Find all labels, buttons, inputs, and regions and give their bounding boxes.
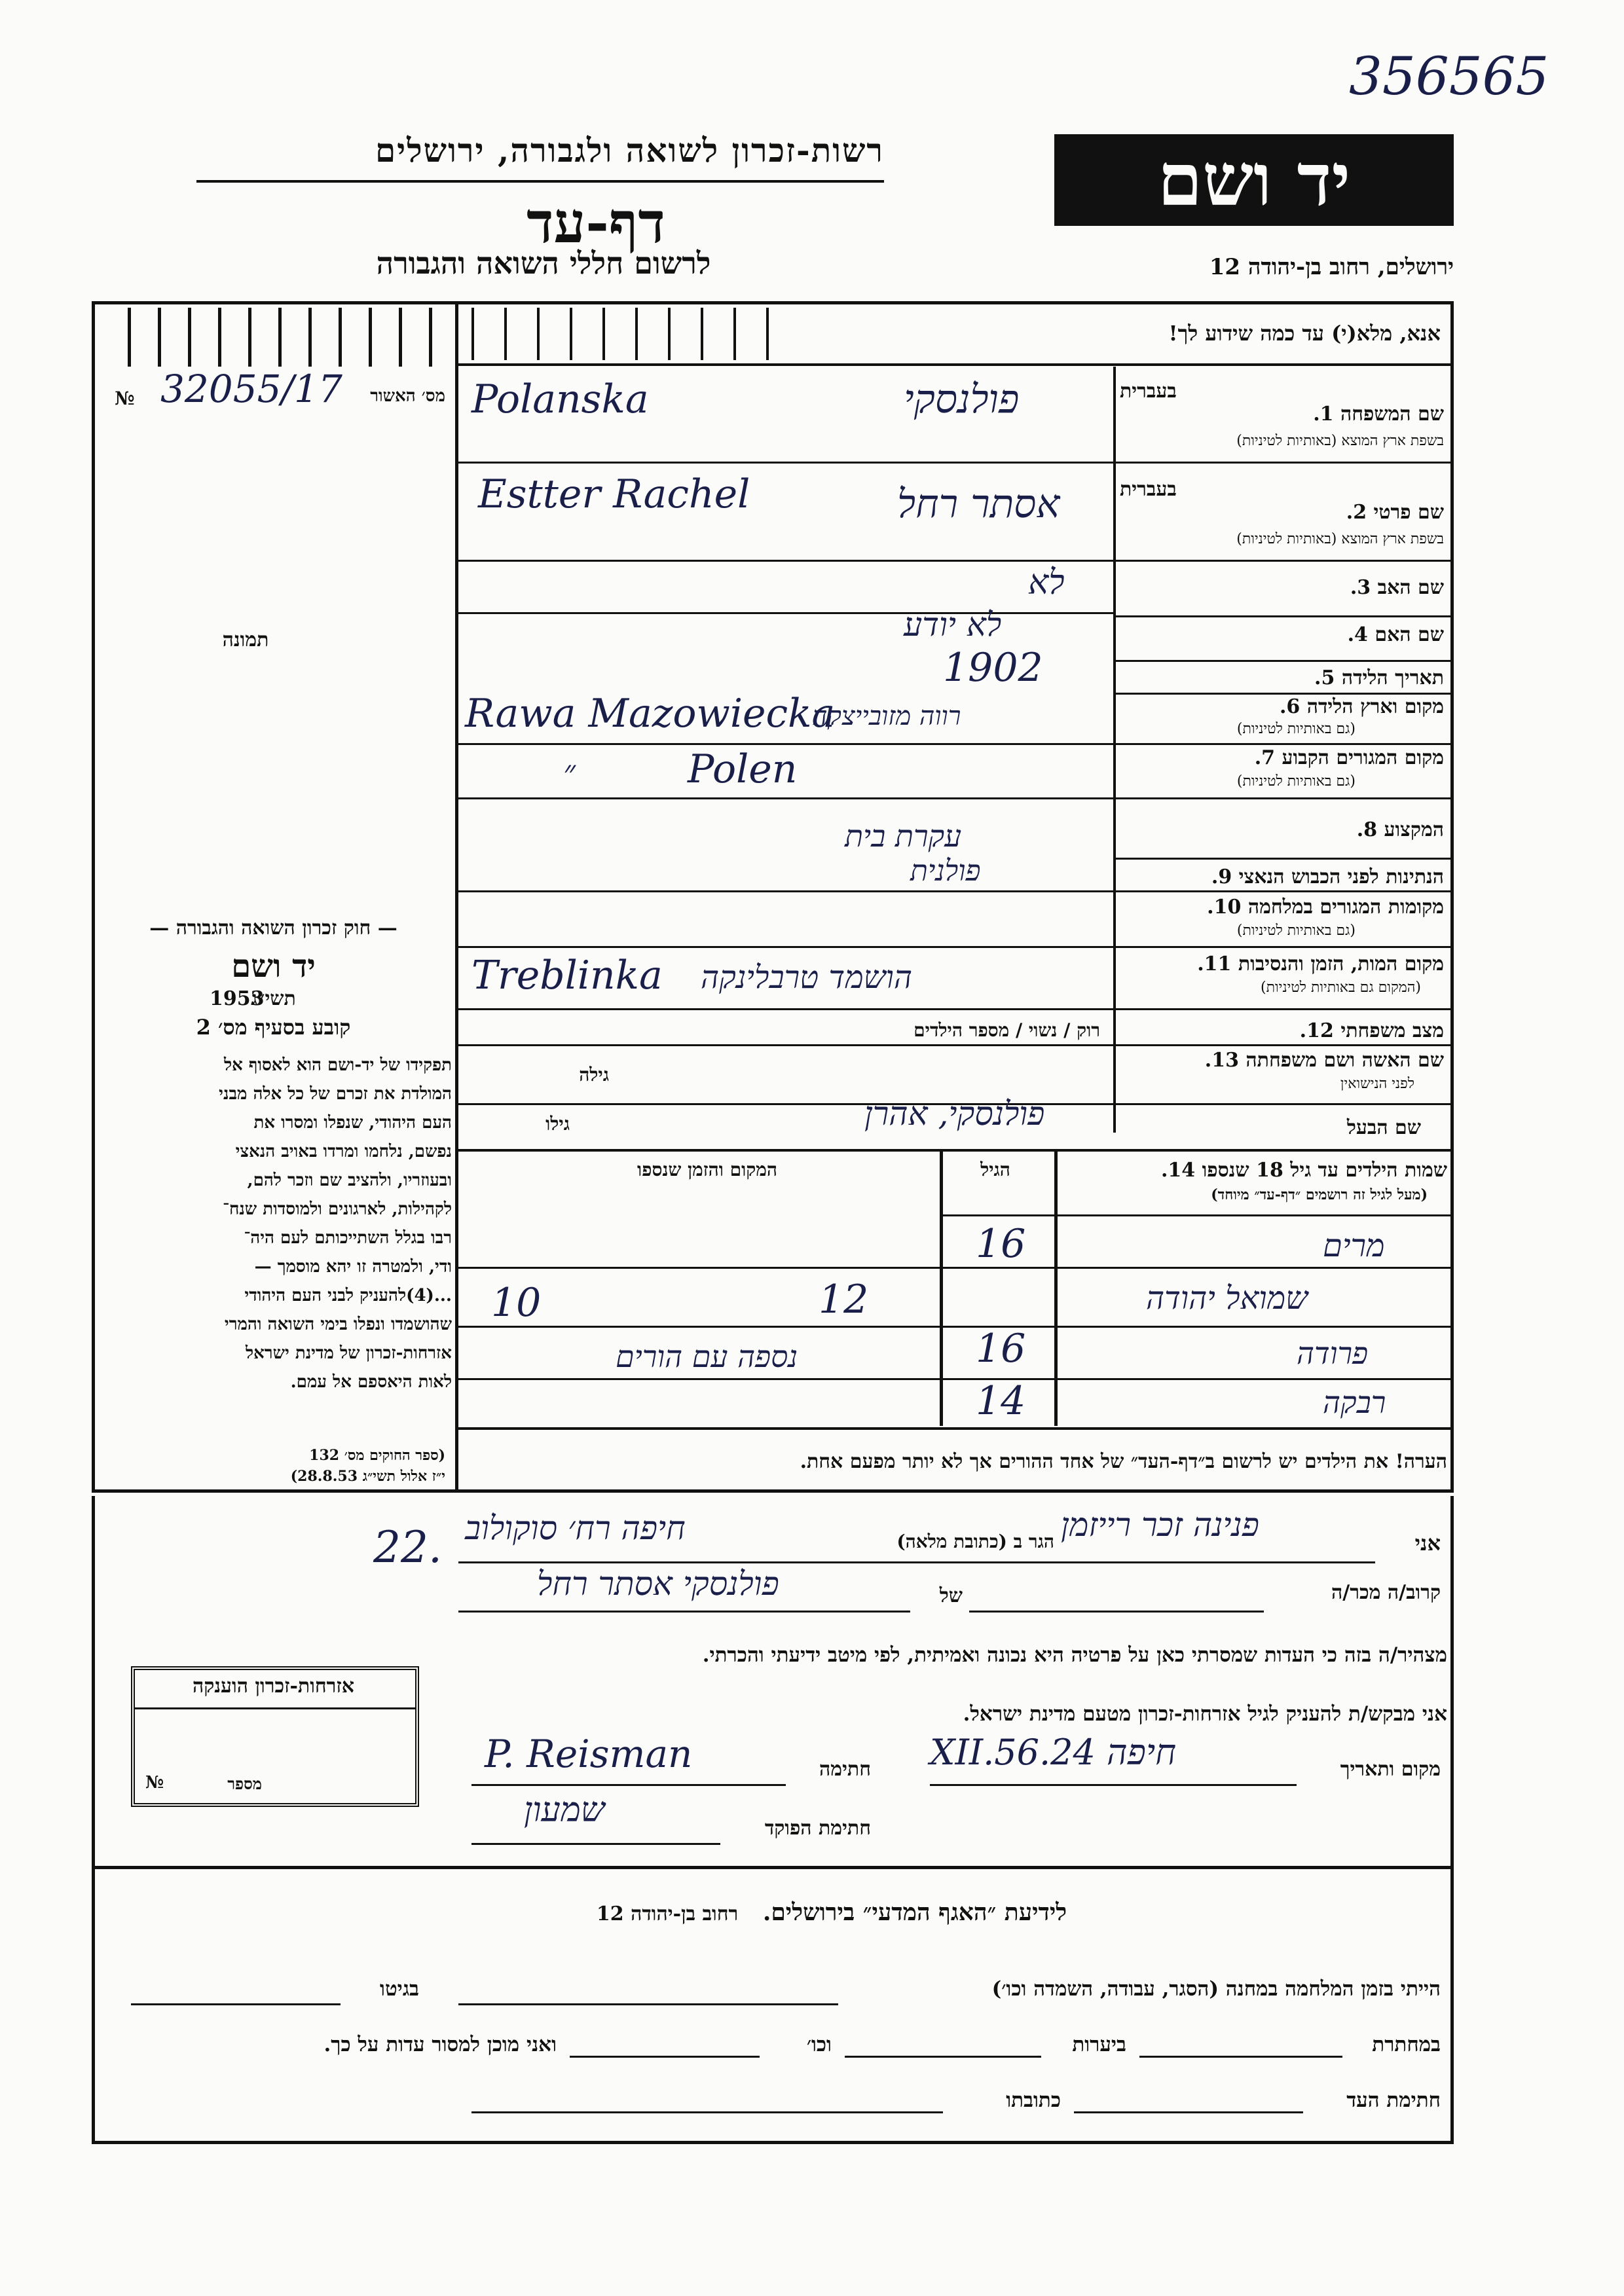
law-line: העם היהודי, שנפלו ומסרו את [253,1113,452,1133]
father-name: לא [1028,563,1065,602]
archive-number: 356565 [1349,46,1549,107]
field-4-label: שם האם 4. [1347,623,1444,646]
cert-label: מס׳ האשור [370,386,445,406]
law-line: נפשם, נלחמו ומרדו באויב הנאצי [235,1142,452,1161]
law-line: לקהילות, לארגונים ולמוסדות שנח־ [223,1199,452,1219]
signature-label: חתימה [819,1758,871,1781]
field-10-sub: (גם באותיות לטיניות) [1236,922,1356,939]
field-9-label: הנתינות לפני הכבוש הנאצי 9. [1211,866,1444,888]
form-subtitle: לרשום חללי השואה והגבורה [376,246,711,281]
officer-sig-label: חתימת הפוקד [764,1817,871,1840]
declarant-number: 22. [373,1522,442,1573]
note: הערה! את הילדים יש לרשום ב״דף-העד״ של אחד ההורים אך לא יותר מפעם אחת. [800,1450,1447,1473]
child-1-age: 16 [976,1221,1026,1267]
death-hebrew: הושמד טרבלינקה [701,959,913,996]
law-text [98,1051,452,1396]
address-label: כתובתו [1006,2088,1061,2112]
witness-sig-label: חתימת העד [1346,2088,1441,2112]
ticks-right [471,308,799,360]
forests-label: ביערות [1072,2033,1126,2056]
authority-heading: רשות-זכרון לשואה ולגבורה, ירושלים [375,131,884,170]
officer-sig-value: שמעון [524,1791,605,1830]
plea-text: אנא, מלא(י) עד כמה שידוע לך! [1168,321,1441,346]
footer-title: לידיעת ״האגף המדעי״ בירושלים. רחוב בן-יהודה 12 [596,1899,1067,1926]
row-line [458,1008,1454,1010]
field-7-sub: (גם באותיות לטיניות) [1236,773,1356,790]
field-3-label: שם האב 3. [1350,576,1444,599]
ghetto-label: בגיטו [380,1977,419,2001]
law-line: לאות היאספם אל עמם. [290,1372,452,1392]
residence-latin: Polen [688,746,798,792]
field-13-label: שם האשה ושם משפחתה 13. [1204,1049,1444,1072]
resides-label: הגר ב (כתובת מלאה) [896,1531,1054,1552]
nationality: פולנית [910,854,981,888]
birth-year: 1902 [943,645,1043,691]
children-header-line [940,1214,1454,1216]
children-row-line [458,1378,1454,1380]
law-line: אזרחות-זכרון של מדינת ישראל [245,1343,452,1363]
row-line [458,946,1454,948]
law-line: רבו בגלל השתייכותם לעם היה־ [244,1228,452,1248]
birthplace-hebrew: רווה מזובייצקה [812,701,961,731]
field-11-label: מקום המות, הזמן והנסיבות 11. [1197,953,1444,975]
field-1-sub: בשפת ארץ המוצא (באותיות לטיניות) [1236,433,1444,449]
address-line [471,2111,943,2113]
law-title: — חוק זכרון השואה והגבורה — [149,917,397,939]
signature-value: P. Reisman [485,1732,693,1776]
row-line [458,743,1454,745]
row-line [458,560,1454,562]
law-line: ובעוזריו, ולהציב שם וזכר להם, [247,1171,452,1190]
law-line: המולדת את זכרם של כל אלה מבני [219,1084,452,1104]
husband-label: שם הבעל [1346,1116,1421,1139]
husband-name: פולנסקי, אהרן [864,1095,1045,1133]
children-col-2 [940,1151,943,1426]
photo-label: תמונה [222,629,269,651]
law-logo: יד ושם [231,948,316,985]
surname-latin: Polanska [471,376,649,422]
child-3-name: פרודה [1297,1336,1369,1371]
husband-age-label: גילו [545,1113,570,1135]
field-2-lang: בעברית [1120,478,1177,501]
field-7-label: מקום המגורים הקבוע 7. [1254,746,1444,769]
law-ref-1: (ספר החוקים מס׳ 132 [309,1447,445,1464]
plea-underline [458,363,1454,366]
authority-underline [196,180,884,183]
child-2-name: שמואל יהודה [1146,1280,1308,1317]
camp-line-label: הייתי בזמן המלחמה במחנה (הסגר, עבודה, השמדה וכו׳) [991,1977,1441,2001]
children-row-line [458,1267,1454,1269]
child-3-age: 16 [976,1326,1026,1372]
cert-prefix: № [115,388,135,409]
law-line: ...(4)להעניק לבני העם היהודי [244,1286,452,1305]
law-year: 1953 [210,987,265,1010]
col-age: הגיל [980,1159,1010,1180]
birthplace-latin: Rawa Mazowiecka [465,691,836,737]
child-4-age: 14 [976,1378,1026,1424]
row-line [458,797,1454,799]
field-6-sub: (גם באותיות לטיניות) [1236,721,1356,737]
underground-line [1139,2056,1342,2058]
field-11-sub: (המקום גם באותיות לטיניות) [1261,979,1421,996]
law-clause: קובע בסעיף מס׳ 2 [196,1015,351,1040]
children-row-line [458,1326,1454,1328]
relation-of: פולנסקי אסתר רחל [537,1565,779,1603]
underground-label: במחתרת [1372,2033,1441,2056]
field-8-label: המקצוע 8. [1356,818,1444,841]
law-line: תפקידו של יד-ושם הוא לאסוף אל [223,1055,452,1075]
forests-line [845,2056,1041,2058]
children-label: שמות הילדים עד גיל 18 שנספו 14. [1160,1159,1447,1182]
row-line [458,890,1454,892]
field-2-sub: בשפת ארץ המוצא (באותיות לטיניות) [1236,531,1444,547]
col-place: המקום והזמן שנספו [637,1159,777,1180]
marital-options: רוק / נשוי / מספר הילדים [913,1019,1100,1041]
child-3-place: נספה עם הורים [616,1339,798,1374]
cert-value: 32055/17 [160,367,342,411]
law-year-hebrew: תשי״ג [251,987,296,1010]
field-10-label: מקומות המגורים במלחמה 10. [1207,896,1444,919]
row-line [1113,615,1454,617]
witness-sig-line [1074,2111,1303,2113]
header-address: ירושלים, רחוב בן-יהודה 12 [1209,254,1454,280]
etc-label: וכו׳ [806,2033,832,2056]
field-1-lang: בעברית [1120,380,1177,403]
label-column-divider [1113,367,1116,1133]
left-column-divider [455,301,458,1493]
ticks-left [128,308,442,367]
row-line [1113,660,1454,662]
child-2-age: 12 [819,1277,869,1322]
first-name-latin: Estter Rachel [478,471,750,517]
profession: עקרת בית [845,818,962,854]
row-line [458,462,1454,464]
etc-line [570,2056,760,2058]
row-line [1113,858,1454,860]
child-4-name: רבקה [1323,1385,1386,1420]
death-latin: Treblinka [471,953,663,998]
bottom-section-top [92,1866,1454,1869]
of-label: של [939,1584,963,1607]
yad-vashem-logo: יד ושם [1054,134,1454,226]
relative-label: קרוב/ה מכר/ה [1331,1581,1441,1604]
citizenship-title: אזרחות-זכרון הוענקה [192,1675,355,1698]
declarant-address: חיפה רח׳ סוקולוב [465,1509,686,1547]
law-line: ודי, ולמטרה זו יהא מוסמך — [254,1257,452,1277]
declaration-text: מצהיר/ה בזה כי העדות שמסרתי כאן על פרטיה היא נכונה ואמיתית, לפי מיטב ידיעתי והכרתי. [702,1643,1447,1667]
residence-mark: ״ [563,753,576,791]
ready-label: ואני מוכן למסור עדות על כך. [323,2033,557,2056]
place-date-label: מקום ותאריך [1340,1758,1441,1781]
children-sub: (מעל לגיל זה רושמים ״דף-עד״ מיוחד) [1211,1186,1428,1203]
field-1-label: שם המשפחה 1. [1313,403,1444,426]
field-12-label: מצב משפחתי 12. [1299,1019,1444,1042]
row-line [458,1149,1454,1152]
mother-name: לא יודע [904,606,1002,644]
form-title: דף-עד [526,190,665,256]
ghetto-line [131,2003,341,2005]
field-13-sub: לפני הנישואין [1340,1076,1414,1092]
child-1-name: מרים [1323,1228,1385,1264]
field-6-label: מקום וארץ הלידה 6. [1279,695,1444,718]
children-col-1 [1054,1151,1058,1426]
row-line [458,1044,1454,1046]
field-2-label: שם פרטי 2. [1346,501,1444,524]
request-text: אני מבקש/ת להעניק לגיל אזרחות-זכרון מטעם מדינת ישראל. [963,1702,1447,1726]
place-date-value: חיפה 24.XII.56 [930,1732,1177,1773]
row-line [458,612,1113,614]
surname-hebrew: פולנסקי [904,376,1020,422]
first-name-hebrew: אסתר רחל [897,481,1060,527]
citizenship-prefix: № [145,1773,164,1793]
camp-line [458,2003,838,2005]
citizenship-number: מספר [227,1774,262,1793]
children-bottom-line [458,1427,1454,1430]
declarant-i: אני [1414,1531,1441,1556]
child-2-place: 10 [491,1280,542,1326]
declarant-name: פנינה זכר רייזמן [1061,1506,1259,1544]
wife-age-label: גילה [579,1064,609,1085]
law-line: שהושמדו ונפלו בימי השואה והמרי [224,1315,452,1334]
law-ref-2: י״ז אלול תשי״ג 28.8.53) [290,1468,445,1485]
row-line [1113,693,1454,695]
field-5-label: תאריך הלידה 5. [1314,666,1444,689]
